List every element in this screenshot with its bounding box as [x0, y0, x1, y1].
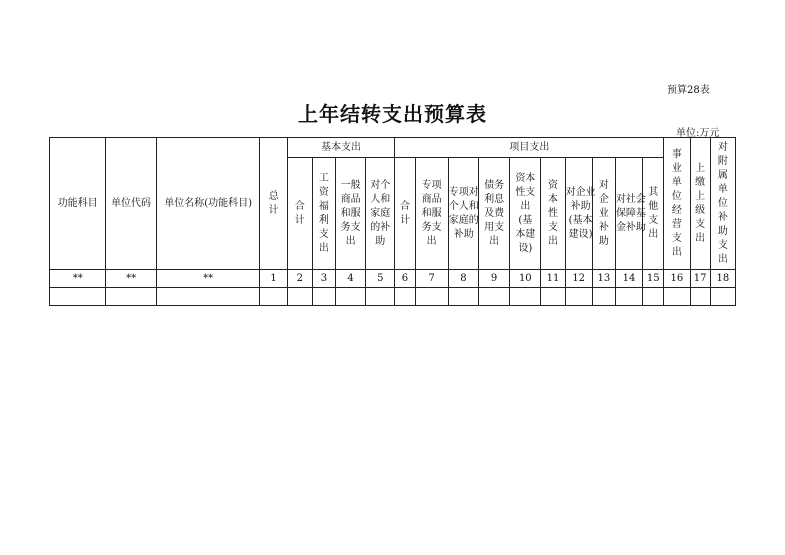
index-cell: ** — [50, 270, 106, 288]
header-project: 项目支出 — [395, 138, 664, 158]
project-col-debt: 债务利息及费用支出 — [478, 158, 509, 270]
header-basic: 基本支出 — [287, 138, 395, 158]
header-unit-code: 单位代码 — [106, 138, 156, 270]
project-col-other: 其他支出 — [643, 158, 664, 270]
data-cell — [336, 288, 366, 306]
index-cell: 15 — [643, 270, 664, 288]
header-total: 总计 — [260, 138, 287, 270]
project-col-capital-construction: 资本性支出(基本建设) — [510, 158, 541, 270]
project-col-capital: 资本性支出 — [541, 158, 565, 270]
index-cell: 13 — [592, 270, 615, 288]
index-cell: 1 — [260, 270, 287, 288]
project-col-enterprise-construction: 对企业补助(基本建设) — [565, 158, 592, 270]
data-cell — [156, 288, 260, 306]
index-cell: 2 — [287, 270, 312, 288]
data-cell — [260, 288, 287, 306]
data-cell — [615, 288, 642, 306]
index-cell: 18 — [710, 270, 735, 288]
data-cell — [510, 288, 541, 306]
basic-col-total: 合计 — [287, 158, 312, 270]
project-col-enterprise: 对企业补助 — [592, 158, 615, 270]
index-cell: 4 — [336, 270, 366, 288]
data-cell — [415, 288, 448, 306]
index-cell: ** — [106, 270, 156, 288]
table-row — [50, 288, 736, 306]
project-col-household: 专项对个人和家庭的补助 — [448, 158, 478, 270]
header-unit-name: 单位名称(功能科目) — [156, 138, 260, 270]
project-col-social-security: 对社会保障基金补助 — [615, 158, 642, 270]
data-cell — [664, 288, 690, 306]
index-cell: 14 — [615, 270, 642, 288]
page-title: 上年结转支出预算表 — [298, 102, 487, 126]
index-cell: 7 — [415, 270, 448, 288]
data-cell — [287, 288, 312, 306]
data-cell — [478, 288, 509, 306]
index-cell: 9 — [478, 270, 509, 288]
data-cell — [106, 288, 156, 306]
data-cell — [50, 288, 106, 306]
header-business: 事业单位经营支出 — [664, 138, 690, 270]
index-cell: 8 — [448, 270, 478, 288]
index-cell: 5 — [366, 270, 395, 288]
budget-table — [49, 137, 736, 306]
data-cell — [366, 288, 395, 306]
data-cell — [592, 288, 615, 306]
data-cell — [565, 288, 592, 306]
data-cell — [710, 288, 735, 306]
index-cell: 10 — [510, 270, 541, 288]
data-cell — [643, 288, 664, 306]
index-cell: 6 — [395, 270, 415, 288]
index-cell: 17 — [690, 270, 710, 288]
index-cell: 12 — [565, 270, 592, 288]
index-cell: ** — [156, 270, 260, 288]
project-col-goods: 专项商品和服务支出 — [415, 158, 448, 270]
basic-col-household: 对个人和家庭的补助 — [366, 158, 395, 270]
data-cell — [312, 288, 335, 306]
data-cell — [541, 288, 565, 306]
table-row — [50, 270, 736, 288]
header-subsidy: 对附属单位补助支出 — [710, 138, 735, 270]
unit-label: 单位:万元 — [676, 128, 720, 139]
index-cell: 11 — [541, 270, 565, 288]
data-cell — [448, 288, 478, 306]
index-cell: 3 — [312, 270, 335, 288]
basic-col-wages: 工资福利支出 — [312, 158, 335, 270]
project-col-total: 合计 — [395, 158, 415, 270]
basic-col-goods: 一般商品和服务支出 — [336, 158, 366, 270]
data-cell — [395, 288, 415, 306]
index-cell: 16 — [664, 270, 690, 288]
form-number: 预算28表 — [667, 85, 710, 96]
data-cell — [690, 288, 710, 306]
header-upper: 上缴上级支出 — [690, 138, 710, 270]
header-func-subject: 功能科目 — [50, 138, 106, 270]
